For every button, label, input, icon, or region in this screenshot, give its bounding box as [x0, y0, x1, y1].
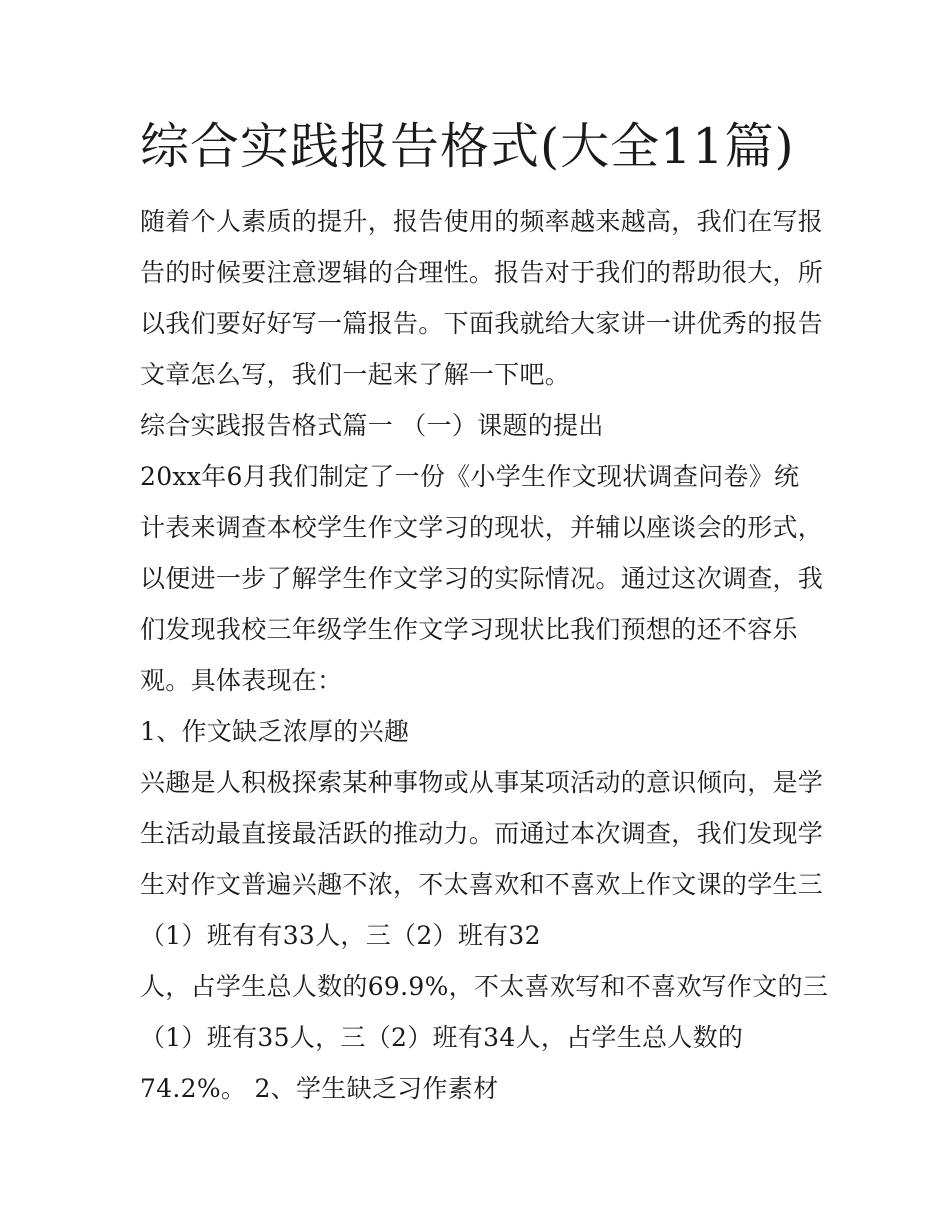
paragraph-line: 以我们要好好写一篇报告。下面我就给大家讲一讲优秀的报告	[140, 309, 824, 338]
paragraph-line: （1）班有有33人，三（2）班有32	[140, 921, 541, 950]
paragraph-line: 20xx年6月我们制定了一份《小学生作文现状调查问卷》统	[140, 462, 800, 491]
paragraph-line: 文章怎么写，我们一起来了解一下吧。	[140, 360, 571, 389]
section-heading: 综合实践报告格式篇一 （一）课题的提出	[140, 411, 604, 440]
subheading: 1、作文缺乏浓厚的兴趣	[140, 717, 410, 746]
paragraph-line: 生对作文普遍兴趣不浓，不太喜欢和不喜欢上作文课的学生三	[140, 870, 824, 899]
paragraph-line: 们发现我校三年级学生作文学习现状比我们预想的还不容乐	[140, 615, 798, 644]
paragraph-line: 观。具体表现在：	[140, 666, 343, 695]
paragraph-line: 以便进一步了解学生作文学习的实际情况。通过这次调查，我	[140, 564, 824, 593]
paragraph-line: 随着个人素质的提升，报告使用的频率越来越高，我们在写报	[140, 207, 824, 236]
paragraph-line: 人，占学生总人数的69.9%，不太喜欢写和不喜欢写作文的三	[140, 972, 829, 1001]
paragraph-line: （1）班有35人，三（2）班有34人，占学生总人数的	[140, 1023, 744, 1052]
document-title: 综合实践报告格式(大全11篇)	[140, 118, 795, 175]
paragraph-line: 生活动最直接最活跃的推动力。而通过本次调查，我们发现学	[140, 819, 824, 848]
paragraph-line: 计表来调查本校学生作文学习的现状，并辅以座谈会的形式，	[140, 513, 824, 542]
paragraph-line: 74.2%。 2、学生缺乏习作素材	[140, 1074, 499, 1103]
paragraph-line: 兴趣是人积极探索某种事物或从事某项活动的意识倾向，是学	[140, 768, 824, 797]
paragraph-line: 告的时候要注意逻辑的合理性。报告对于我们的帮助很大，所	[140, 258, 824, 287]
